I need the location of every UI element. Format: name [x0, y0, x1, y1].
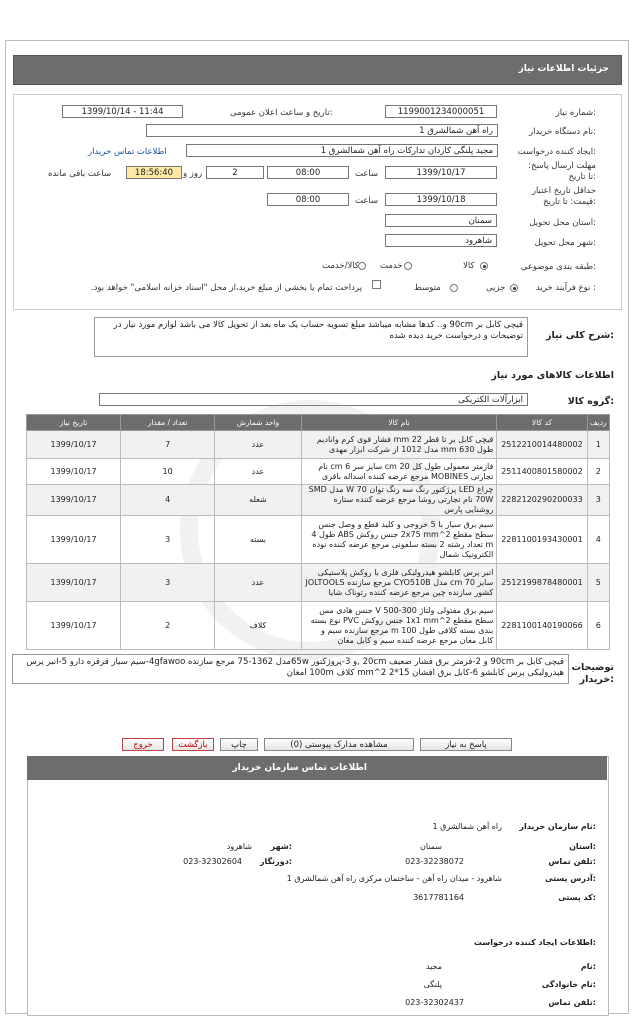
row-unit: عدد: [215, 564, 302, 602]
validity-date-field[interactable]: 1399/10/18: [385, 193, 497, 206]
payment-note: پرداخت تمام یا بخشی از مبلغ خرید،از محل "اسناد خزانه اسلامی" خواهد بود.: [90, 283, 362, 293]
province-label: استان محل تحویل:: [529, 218, 596, 228]
row-code: 2281100193430001: [497, 516, 587, 564]
row-code: 2282120290200033: [497, 485, 587, 516]
row-name: انبر پرس کابلشو هیدرولیکی فلزی با روکش پلاستیکی سایز 70 cm مدل CYO510B مرجع سازنده JOLTOOLS کشور سازنده چین مرجع عرضه کننده رتوناک شایا: [301, 564, 497, 602]
validity-label: حداقل تاریخ اعتبار قیمت: تا تاریخ:: [531, 186, 596, 207]
contact-phone: 023-32238072: [405, 857, 464, 866]
remaining-label: ساعت باقی مانده: [48, 169, 112, 179]
row-name: چراغ LED پرژکتور رنگ سه رنگ توان 70 W مدل SMD 70W نام تجارتی روشا مرجع عرضه کننده ستاره روشنایی پارس: [301, 485, 497, 516]
row-name: سیم برق سیار با 5 خروجی و کلید قطع و وصل جنس سطح مقطع 2x75 mm^2 جنس روکش ABS طول 4 m تعداد رشته 2 بسته سلفونی مرجع عرضه کننده نوده الکترونیک شمال: [301, 516, 497, 564]
city-field[interactable]: شاهرود: [385, 234, 497, 247]
process-label: نوع فرآیند خرید :: [535, 283, 596, 293]
buyer-notes-text[interactable]: قیچی کابل بر 90cm و 2-فرمتر برق فشار ضعیف 20cm ,و 3-پروژکتور 65wمدل 1362-75 مرجع سازنده 4gfawoo-سیم سیار قرقره دارو 5-انبر پرس هیدرولیکی پرس کابلشو 6-کابل برق افشان 15*2 mm^2 کلاف l 100mمغان: [12, 654, 569, 684]
table-row: [27, 516, 610, 564]
contact-city-label: شهر:: [270, 842, 292, 851]
treasury-checkbox[interactable]: [372, 280, 381, 289]
print-button[interactable]: چاپ: [220, 738, 258, 751]
row-name: قیچی کابل بر تا قطر 22 mm فشار قوی کرم وانادیم طول 630 mm مدل 1012 از شرکت ابزار مهدی: [301, 431, 497, 459]
col-qty: تعداد / مقدار: [121, 415, 215, 431]
row-qty: 3: [121, 564, 215, 602]
row-index: 6: [587, 602, 609, 650]
need-number-field[interactable]: 1199001234000051: [385, 105, 497, 118]
contact-org-label: نام سازمان خریدار:: [519, 822, 596, 831]
row-unit: عدد: [215, 459, 302, 485]
goods-group-field[interactable]: ابزارآلات الکتریکی: [99, 393, 528, 406]
category-service-label: خدمت: [380, 261, 403, 271]
row-name: فازمتر معمولی طول کل 20 cm سایز سر 6 cm نام تجارتی MOBINES مرجع عرضه کننده اسداله باقری: [301, 459, 497, 485]
reply-button[interactable]: پاسخ به نیاز: [420, 738, 512, 751]
contact-title: اطلاعات تماس سازمان خریدار: [232, 763, 367, 773]
back-button[interactable]: بازگشت: [172, 738, 214, 751]
row-index: 4: [587, 516, 609, 564]
header-bar: [13, 55, 622, 85]
creator-last-name-label: نام خانوادگی:: [541, 980, 596, 989]
deadline-label: مهلت ارسال پاسخ: تا تاریخ:: [528, 161, 596, 182]
row-index: 5: [587, 564, 609, 602]
table-row: [27, 431, 610, 459]
creator-info-title: اطلاعات ایجاد کننده درخواست:: [473, 938, 596, 947]
buyer-name-field[interactable]: راه آهن شمالشرق 1: [146, 124, 498, 137]
goods-section-title: اطلاعات کالاهای مورد نیاز: [491, 370, 614, 381]
days-field[interactable]: 2: [206, 166, 264, 179]
contact-postal-label: کد پستی:: [558, 893, 596, 902]
creator-first-name: مجید: [425, 962, 442, 971]
days-label: روز و: [183, 169, 203, 179]
row-date: 1399/10/17: [27, 516, 121, 564]
category-both-radio[interactable]: [358, 262, 366, 270]
category-goods-radio[interactable]: [480, 262, 488, 270]
col-code: کد کالا: [497, 415, 587, 431]
creator-field[interactable]: مجید پلنگی کاردان تدارکات راه آهن شمالشرق 1: [186, 144, 498, 157]
announce-label: تاریخ و ساعت اعلان عمومی:: [230, 108, 333, 118]
summary-label: شرح کلی نیاز:: [545, 330, 614, 341]
col-index: ردیف: [587, 415, 609, 431]
deadline-time-field[interactable]: 08:00: [267, 166, 349, 179]
validity-time-field[interactable]: 08:00: [267, 193, 349, 206]
announce-field[interactable]: 1399/10/14 - 11:44: [62, 105, 183, 118]
table-row: [27, 459, 610, 485]
row-date: 1399/10/17: [27, 459, 121, 485]
buyer-name-label: نام دستگاه خریدار:: [529, 127, 596, 137]
row-unit: شعله: [215, 485, 302, 516]
row-unit: کلاف: [215, 602, 302, 650]
contact-address: شاهرود - میدان راه آهن - ساختمان مرکزی راه آهن شمالشرق 1: [286, 874, 502, 883]
page-title: جزئیات اطلاعات نیاز: [518, 64, 609, 74]
row-index: 3: [587, 485, 609, 516]
contact-panel: [27, 756, 609, 1016]
contact-address-label: آدرس پستی:: [545, 874, 596, 883]
creator-phone-label: تلفن تماس:: [548, 998, 596, 1007]
process-medium-radio[interactable]: [450, 284, 458, 292]
row-code: 2281100140190066: [497, 602, 587, 650]
deadline-date-field[interactable]: 1399/10/17: [385, 166, 497, 179]
contact-city: شاهرود: [226, 842, 252, 851]
exit-button[interactable]: خروج: [122, 738, 164, 751]
remaining-time-field: 18:56:40: [126, 166, 182, 179]
province-field[interactable]: سمنان: [385, 214, 497, 227]
row-code: 2511400801580002: [497, 459, 587, 485]
row-date: 1399/10/17: [27, 564, 121, 602]
row-unit: عدد: [215, 431, 302, 459]
col-name: نام کالا: [301, 415, 497, 431]
col-unit: واحد شمارش: [215, 415, 302, 431]
row-qty: 4: [121, 485, 215, 516]
row-name: سیم برق مفتولی ولتاژ 300-500 V جنس هادی مس سطح مقطع 1x1 mm^2 جنس روکش PVC نوع بسته بندی بسته کلافی طول 100 m مرجع سازنده سیم و کابل مغان مرجع عرضه کننده سیم و کابل مغان: [301, 602, 497, 650]
contact-phone-label: تلفن تماس:: [548, 857, 596, 866]
process-medium-label: متوسط: [414, 283, 441, 293]
process-minor-label: جزیی: [486, 283, 506, 293]
category-label: طبقه بندی موضوعی:: [520, 262, 596, 272]
category-goods-label: کالا: [463, 261, 475, 271]
creator-first-name-label: نام:: [580, 962, 596, 971]
row-date: 1399/10/17: [27, 485, 121, 516]
contact-header-bar: [27, 756, 607, 780]
row-qty: 3: [121, 516, 215, 564]
city-label: شهر محل تحویل:: [534, 238, 596, 248]
validity-time-label: ساعت: [355, 196, 379, 206]
row-qty: 7: [121, 431, 215, 459]
goods-table: [26, 414, 610, 650]
buyer-notes-label: توضیحات خریدار:: [571, 662, 614, 685]
need-number-label: شماره نیاز:: [555, 108, 596, 118]
col-date: تاریخ نیاز: [27, 415, 121, 431]
contact-fax: 023-32302604: [183, 857, 242, 866]
creator-label: ایجاد کننده درخواست:: [517, 147, 596, 157]
category-both-label: کالا/خدمت: [322, 261, 359, 271]
summary-text[interactable]: قیچی کابل بر 90cm و.. کدها مشابه میباشد مبلغ تسویه حساب یک ماه بعد از تحویل کالا می باشد لوازم مورد نیاز در توضیحات و درخواست خرید دیده شده: [94, 317, 528, 357]
buyer-contact-link[interactable]: اطلاعات تماس خریدار: [88, 147, 167, 157]
process-minor-radio[interactable]: [510, 284, 518, 292]
category-service-radio[interactable]: [404, 262, 412, 270]
table-row: [27, 564, 610, 602]
contact-province: سمنان: [419, 842, 442, 851]
contact-province-label: استان:: [569, 842, 596, 851]
row-date: 1399/10/17: [27, 431, 121, 459]
row-date: 1399/10/17: [27, 602, 121, 650]
contact-postal: 3617781164: [413, 893, 464, 902]
row-code: 2512199878480001: [497, 564, 587, 602]
creator-last-name: پلنگی: [423, 980, 442, 989]
contact-fax-label: دورنگار:: [259, 857, 292, 866]
contact-org: راه آهن شمالشرق 1: [432, 822, 502, 831]
row-code: 2512210014480002: [497, 431, 587, 459]
table-row: [27, 485, 610, 516]
goods-group-label: گروه کالا:: [567, 396, 614, 407]
row-qty: 10: [121, 459, 215, 485]
row-index: 2: [587, 459, 609, 485]
table-row: [27, 602, 610, 650]
creator-phone: 023-32302437: [405, 998, 464, 1007]
row-unit: بسته: [215, 516, 302, 564]
row-qty: 2: [121, 602, 215, 650]
deadline-time-label: ساعت: [355, 169, 379, 179]
row-index: 1: [587, 431, 609, 459]
attachments-button[interactable]: مشاهده مدارک پیوستی (0): [264, 738, 414, 751]
